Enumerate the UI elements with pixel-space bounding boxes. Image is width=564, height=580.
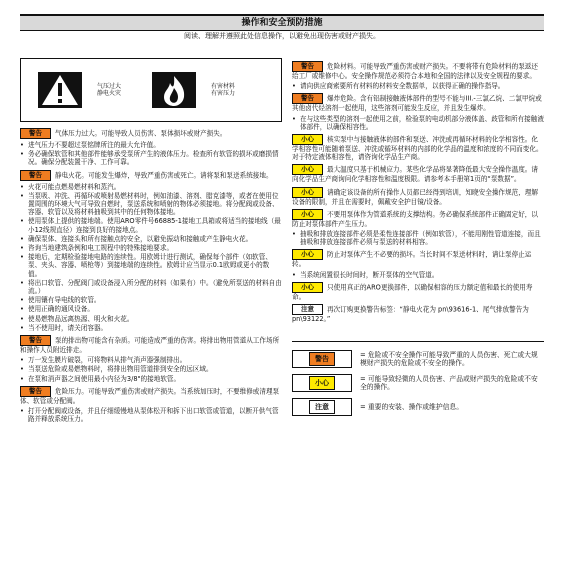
pressure-hazard-label: 气压过大 静电火灾 [97,83,122,97]
caution-text: 核实泵中与接触液体的部件和泵送、冲洗或再循环材料的化学相容性。化学相容性可能随着泵送、冲洗或循环材料的内部的化学品的温度和浓度的不同而变化。对于特定液体相容性，请咨询化学品生产商。 [292,135,543,162]
left-bullet-item: • 当不使用时，请关闭容器。 [20,324,282,332]
warning-badge: 警告 [20,128,51,139]
right-caution-item [292,187,544,206]
caution-text: 防止对泵体产生不必要的损坏。当长时间不泵送材料时，请让泵停止运转。 [292,250,532,269]
warning-text: 爆炸危险。含有铝制接触液体部件的型号不能与III.-三氯乙烷、二氯甲烷或其他卤代烃溶剂一起使用，这些溶剂可能发生反应，并且发生爆炸。 [292,94,542,113]
left-bullet-item: • 进气压力不要超过泵铭牌所注的最大允许值。 [20,141,282,149]
fire-hazard-label: 有害材料 有害压力 [211,83,236,97]
right-bullet-item: • 请向供应商索要所有材料的材料安全数据单，以获得正确的操作指导。 [292,82,544,90]
legend [292,341,544,416]
left-bullet-item: • 确保泵体、连接头和所有接触点的安全，以避免振动和接触或产生静电火花。 [20,235,282,243]
right-warning-item [292,93,544,112]
legend-caution-box [292,374,352,392]
page-title: 操作和安全预防措施 [20,14,544,31]
right-bullet-item: • 在与这些类型的溶剂一起使用之前，检验泵的电动机部分液体盖、歧管和所有接触液体部件，以确保相容性。 [292,115,544,131]
warning-badge: 警告 [292,61,323,72]
legend-row-caution [292,374,544,392]
right-safety-list [292,61,544,323]
legend-warning-box [292,350,352,368]
legend-notice-badge: 注意 [309,400,335,414]
legend-notice-text: = 重要的安装、操作或维护信息。 [360,403,464,412]
right-notice-item [292,304,544,323]
left-bullet-item: • 使用泵体上提供的接地端。使用ARO零件号66885-1接地工具箱或将适当的接地线（最小12线规直径）连接到良好的接地点。 [20,217,282,233]
warning-text: 危险材料。可能导致严重伤害或财产损失。不要将带有危险材料的泵返还给工厂或维修中心。安全操作规范必须符合本地和全国的法律以及安全规程的要求。 [292,62,538,80]
left-bullet-item: • 当泵送危险或易燃物料时，将排出物用管道排到安全的远区域。 [20,365,282,373]
warning-text: 静电火花。可能发生爆炸，导致严重伤害或死亡。请将泵和泵送系统接地。 [55,171,273,180]
left-column [20,58,282,424]
left-safety-list [20,128,282,423]
legend-caution-badge: 小心 [309,376,335,390]
caution-badge: 小心 [292,164,323,175]
notice-text: 再次订购更换警告标签：“静电火花为 pn\93616-1、尾气排放警告为 pn\93122。” [292,305,529,324]
left-bullet-item: • 接地后，定期检验接地电路的连续性。用欧姆计进行测试，确保每个部件（如软管、泵、夹头、容器、喷枪等）到接地端的连续性。欧姆计应当显示0.1欧姆或更小的数值。 [20,253,282,278]
fire-icon [150,70,198,110]
warning-text: 气体压力过大。可能导致人员伤害、泵体损坏或财产损失。 [55,129,227,138]
caution-text: 不要用泵体作为管道系统的支撑结构。务必确保系统部件正确固定好，以防止对泵体部件产生压力。 [292,210,538,228]
warning-badge: 警告 [292,93,323,104]
hazard-symbols-box [20,58,282,122]
left-bullet-item: • 将出口软管、分配阀门或设备浸入所分配的材料（如果有）中。（避免所泵送的材料自由流。） [20,279,282,295]
warning-badge: 警告 [20,335,51,346]
right-caution-item [292,282,544,301]
left-bullet-item: • 使用镶有导电线的软管。 [20,296,282,304]
notice-badge: 注意 [292,304,323,315]
warning-badge: 警告 [20,386,51,397]
left-bullet-item: • 在泵和消声器之间使用最小内径为3/8"的接地软管。 [20,375,282,383]
warning-text: 危险压力。可能导致严重伤害或财产损失。当系统加压时，不要维修或清理泵体、软管或分配阀。 [20,387,280,405]
left-bullet-item: • 务必确保软管和其他部件能够承受泵所产生的液体压力。检查所有软管的损坏或磨损情况。确保分配装置干净、工作可靠。 [20,150,282,166]
caution-text: 只使用真正的ARO更换部件，以确保相容的压力额定值和最长的使用寿命。 [292,283,533,301]
legend-row-notice [292,398,544,416]
right-caution-item [292,164,544,183]
left-bullet-item: • 使用正确的通风设备。 [20,305,282,313]
legend-warning-text: = 危险或不安全操作可能导致严重的人员伤害、死亡或大规模财产损失的危险或不安全的操作。 [360,351,538,368]
left-bullet-item: • 使易燃物品远离热源、明火和火花。 [20,315,282,323]
exclamation-icon [36,70,84,110]
legend-notice-box [292,398,352,416]
caution-badge: 小心 [292,249,323,260]
caution-text: 最大温度只基于机械应力。某些化学品将显著降低最大安全操作温度。请向化学品生产商询问化学相容性和温度极限。请参考本手册第1页的“泵数据”。 [292,165,538,184]
caution-badge: 小心 [292,134,323,145]
left-warning-item [20,128,282,139]
left-warning-item [20,335,282,354]
fire-hazard-symbol [145,66,203,114]
warning-badge: 警告 [20,170,51,181]
caution-badge: 小心 [292,209,323,220]
left-warning-item [20,386,282,405]
caution-badge: 小心 [292,187,323,198]
left-bullet-item: • 咨询当地建筑条例和电工规程中的特殊接地要求。 [20,244,282,252]
right-caution-item [292,209,544,228]
right-caution-item [292,249,544,268]
legend-warning-badge: 警告 [309,352,335,366]
legend-row-warning [292,350,544,368]
intro-text: 阅读、理解并遵照此处信息操作，以避免出现伤害或财产损失。 [184,32,380,40]
caution-text: 请确定该设备的所有操作人员都已经得到培训，知晓安全操作规范，理解设备的限制，并且在需要时，佩戴安全护目镜/设备。 [292,188,538,206]
left-warning-item [20,170,282,181]
left-bullet-item: • 打开分配阀或设备，并且仔细缓慢地从泵体松开和拆下出口软管或管道，以断开供气管路并释放系统压力。 [20,407,282,423]
legend-caution-text: = 可能导致轻微的人员伤害、产品或财产损失的危险或不安全的操作。 [360,375,538,392]
left-bullet-item: • 万一发生膜片破裂，可将物料从排气消声器强制排出。 [20,356,282,364]
pressure-hazard-symbol [31,66,89,114]
right-warning-item [292,61,544,80]
right-bullet-item: • 抽吸和排放连接部件必须是柔性连接部件（例如软管），不能用刚性管道连接，而且抽吸和排放连接部件必须与泵送的材料相容。 [292,230,544,246]
right-column [292,58,544,422]
right-bullet-item: • 当系统闲置很长时间时，断开泵体的空气管道。 [292,271,544,279]
left-bullet-item: • 火花可能点燃易燃材料和蒸汽。 [20,183,282,191]
warning-text: 泵的排出物可能含有杂质。可能造成严重的伤害。将排出物用管道从工作场所和操作人员附近排走。 [20,336,280,355]
caution-badge: 小心 [292,282,323,293]
right-caution-item [292,134,544,161]
left-bullet-item: • 当泵吸、冲洗、再循环或喷射易燃材料时，例如油漆、溶剂、腊克漆等，或者在使用位置周围的环境大气可导致自燃时，泵送系统和喷射的物体必须接地。将分配阀或设备、容器、软管以及将材料抽吸到其中的任何物体接地。 [20,192,282,217]
